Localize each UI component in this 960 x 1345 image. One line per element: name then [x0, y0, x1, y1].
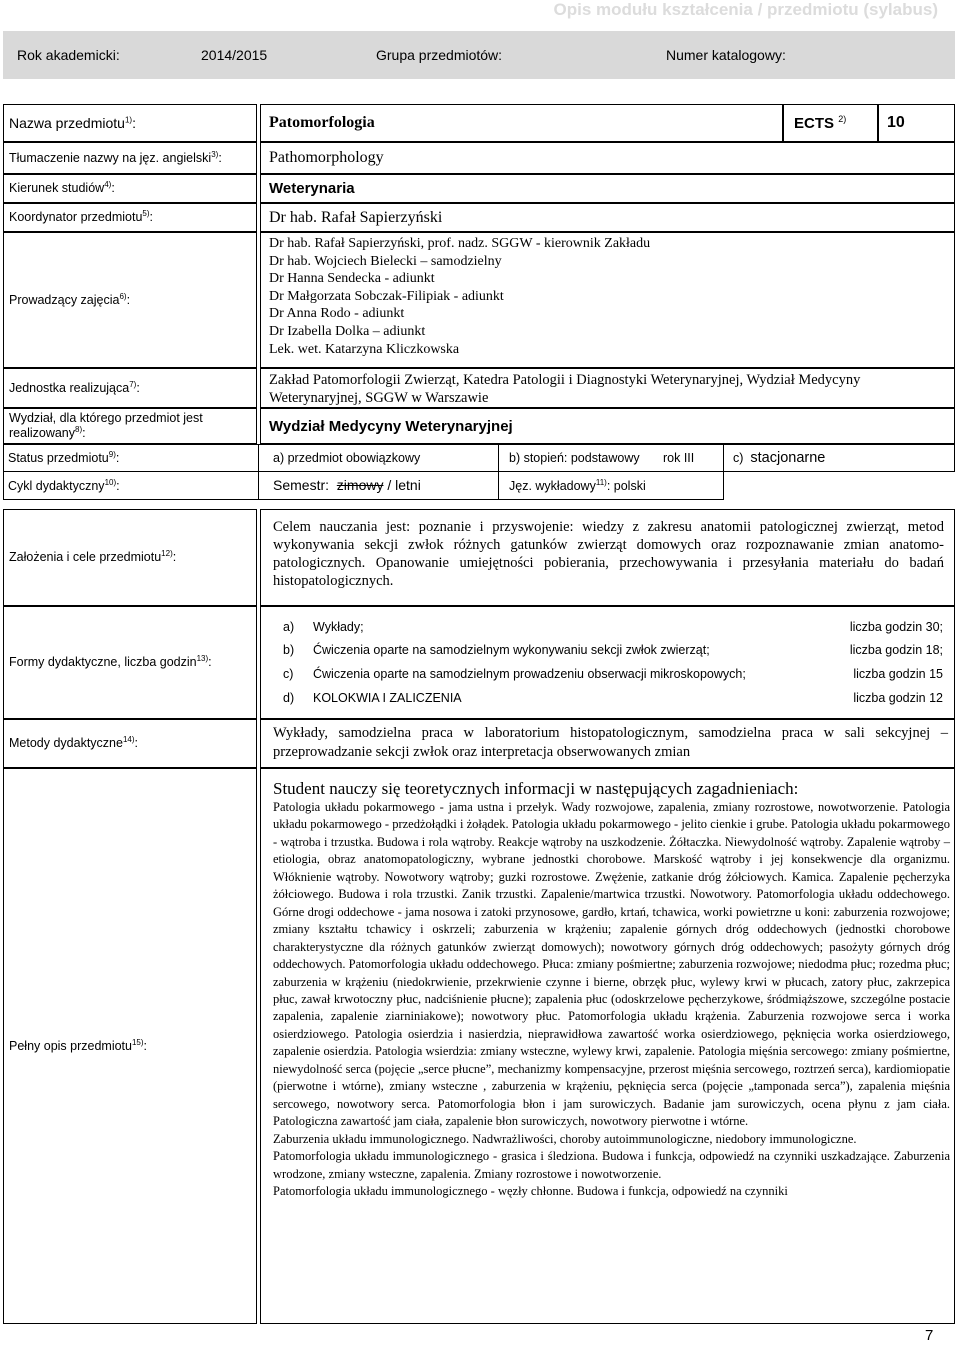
teacher-line: Dr Hanna Sendecka - adiunkt — [269, 271, 435, 287]
form-item: a) Wykłady; liczba godzin 30; — [283, 620, 943, 634]
group-label: Grupa przedmiotów: — [376, 47, 503, 63]
translation-value-cell — [260, 142, 955, 174]
status-label: Status przedmiotu$^{9)}$: — [8, 449, 120, 465]
year-value: 2014/2015 — [201, 47, 268, 63]
methods-text: Wykłady, samodzielna praca w laboratorium histopatologicznym, samodzielna praca w sali sekcyjnej – przeprowadzanie sekcji zwłok oraz interpretacja obserwowanych zmian — [273, 725, 948, 760]
course-name-value: Patomorfologia — [269, 114, 375, 131]
description-heading: Student nauczy się teoretycznych informacji w następujących zagadnieniach: — [273, 779, 799, 798]
page-number: 7 — [925, 1327, 934, 1344]
forms-label-cell — [3, 606, 257, 719]
ects-label: ECTS $^{2)}$ — [794, 114, 847, 132]
description-label-cell — [3, 768, 257, 1324]
ects-value: 10 — [887, 114, 905, 131]
field-value: Weterynaria — [269, 180, 355, 197]
form-item: d) KOLOKWIA I ZALICZENIA liczba godzin 12 — [283, 691, 943, 705]
ects-label-cell — [783, 104, 878, 142]
form-item: b) Ćwiczenia oparte na samodzielnym wykonywaniu sekcji zwłok zwierząt; liczba godzin 18; — [283, 643, 943, 657]
unit-value: Zakład Patomorfologii Zwierząt, Katedra Patologii i Diagnostyki Weterynaryjnej, Wydział Medycyny Weterynaryjnej, SGGW w Warszawie — [269, 372, 861, 406]
coordinator-value: Dr hab. Rafał Sapierzyński — [269, 208, 443, 226]
description-paragraph: Patomorfologia układu immunologicznego - grasica i śledziona. Budowa i funkcja, odpowiedź na czynniki uszkadzające. Zaburzenia wrodzone, zmiany wsteczne, zapalenia. Zmiany rozrostowe i nowotworzenie. — [273, 1149, 950, 1181]
cycle-semester: Semestr: zimowy / letni — [273, 477, 421, 493]
cycle-winter: zimowy — [336, 477, 384, 493]
translation-label-cell — [3, 142, 257, 174]
unit-value-cell — [260, 368, 955, 408]
divider — [258, 444, 259, 472]
year-label: Rok akademicki: — [17, 47, 120, 63]
divider — [723, 444, 724, 472]
divider — [498, 444, 499, 472]
faculty-value-cell — [260, 408, 955, 444]
teacher-line: Dr Małgorzata Sobczak-Filipiak - adiunkt — [269, 288, 504, 304]
form-item: c) Ćwiczenia oparte na samodzielnym prowadzeniu obserwacji mikroskopowych; liczba godzin 15 — [283, 667, 943, 681]
translation-label: Tłumaczenie nazwy na jęz. angielski$^{3)}$: — [9, 149, 222, 165]
methods-label-cell — [3, 719, 257, 768]
course-name-label-cell — [3, 104, 257, 142]
forms-label: Formy dydaktyczne, liczba godzin$^{13)}$: — [9, 653, 212, 669]
status-b-year: rok III — [663, 451, 695, 465]
goals-value-cell — [260, 509, 955, 606]
cycle-label: Cykl dydaktyczny$^{10)}$: — [8, 477, 120, 493]
divider — [258, 472, 259, 500]
teacher-line: Dr hab. Wojciech Bielecki – samodzielny — [269, 253, 502, 269]
faculty-label-cell — [3, 408, 257, 444]
goals-text: Celem nauczania jest: poznanie i przyswojenie: wiedzy z zakresu anatomii patologicznej zwierząt, metod wykonywania sekcji zwłok różnych gatunków zwierząt domowych oraz rozpoznawanie zmian anatomo-patologicznych. Opanowanie umiejętności pobierania, przechowywania i przesyłania materiału do badań histopatologicznych. — [273, 519, 944, 589]
field-label-cell — [3, 174, 257, 203]
catalog-bar — [3, 31, 955, 79]
catalog-label: Numer katalogowy: — [666, 47, 786, 63]
description-paragraph: Patomorfologia układu immunologicznego - węzły chłonne. Budowa i funkcja, odpowiedź na czynniki — [273, 1183, 788, 1198]
unit-label-cell — [3, 368, 257, 408]
methods-value-cell — [260, 719, 955, 768]
description-label: Pełny opis przedmiotu$^{15)}$: — [9, 1037, 148, 1053]
teacher-line: Dr Anna Rodo - adiunkt — [269, 306, 405, 322]
teacher-line: Lek. wet. Katarzyna Kliczkowska — [269, 341, 460, 357]
methods-label: Metody dydaktyczne$^{14)}$: — [9, 734, 138, 750]
field-value-cell — [260, 174, 955, 203]
divider — [498, 472, 499, 500]
faculty-label: Wydział, dla którego przedmiot jest realizowany$^{8)}$: — [9, 411, 203, 440]
goals-label-cell — [3, 509, 257, 606]
status-b: b) stopień: podstawowy — [509, 451, 640, 465]
status-a: a) przedmiot obowiązkowy — [273, 451, 421, 465]
coordinator-label: Koordynator przedmiotu$^{5)}$: — [9, 208, 154, 224]
faculty-value: Wydział Medycyny Weterynaryjnej — [269, 417, 513, 435]
course-name-label: Nazwa przedmiotu$^{1)}$: — [9, 114, 136, 131]
teacher-line: Dr Izabella Dolka – adiunkt — [269, 323, 426, 339]
ects-value-cell — [878, 104, 955, 142]
unit-label: Jednostka realizująca$^{7)}$: — [9, 379, 140, 395]
description-paragraph: Patologia układu pokarmowego - jama ustna i przełyk. Wady rozwojowe, zapalenia, zmiany rozrostowe, nowotworzenie. Patologia układu pokarmowego - przedżołądki i żołądek. Patologia układu pokarmowego - jelito cienkie i grube. Patologia układu pokarmowego - wątroba i trzustka. Budowa i rola wątroby. Reakcje wątroby na uszkodzenie. Żółtaczka. Niewydolność wątroby. Zapalenie wątroby – etiologia, obraz anatomopatologiczny, wybrane jednostki chorobowe. Marskość wątroby i jej konsekwencje dla organizmu. Włóknienie wątroby. Nowotwory wątroby; guzki rozrostowe. Zwężenie, zatkanie dróg żółciowych. Kamica. Zapalenie pęcherzyka żółciowego. Budowa i rola trzustki. Zanik trzustki. Zapalenie/martwica trzustki. Nowotwory. Patomorfologia układu oddechowego. Górne drogi oddechowe - jama nosowa i zatoki przynosowe, gardło, krtań, tchawica, worki powietrzne u koni: zaburzenia rozwojowe; zmiany kształtu tchawicy i oskrzeli; zaburzenia w krążeniu; zapalenie górnych dróg oddechowych (jednostki chorobowe charakterystyczne dla różnych gatunków zwierząt domowych); nowotwory górnych dróg oddechowych; pasożyty górnych dróg oddechowych. Patomorfologia układu oddechowego. Płuca: zmiany pośmiertne; zaburzenia rozwojowe; niedodma płuc; rozedma płuc; zaburzenia w krążeniu (niedokrwienie, przekrwienie czynne i bierne, obrzęk płuc, wylewy krwi w płucach, zatory płuc, zakrzepica płuc, zawał krwotoczny płuc, nadciśnienie płucne); zapalenia płuc (odoskrzelowe pęcherzykowe, śródmiąższowe, szczególne postacie zapalenia, zapalenie ziarniniakowe); nowotwory płuc. Patomorfologia układu krążenia. Zaburzenia rozwojowe serca i worka osierdziowego. Patologia osierdzia i nasierdzia, nieprawidłowa zawartość worka osierdziowego, pęknięcia worka osierdziowego, zapalenie osierdzia. Patologia wsierdzia: zmiany wsteczne, wylewy krwi, zapalenie. Patologia mięśnia sercowego: zmiany pośmiertne, niewydolność serca (pojęcie „serce płucne”, mechanizmy kompensacyjne, przerost mięśnia sercowego, roztrzeń serca), kardiomiopatie (pierwotne i wtórne), zmiany wsteczne , zaburzenia w krążeniu, pęknięcia serca (pojęcie „tamponada serca”), zapalenia mięśnia sercowego, nowotwory serca. Patomorfologia błon i jam surowiczych. Badanie jam surowiczych, ocena płynu z jam ciała. Patologiczna zawartość jam ciała, zapalenie błon surowiczych, nowotwory pierwotne i wtórne. — [273, 800, 950, 1129]
teacher-line: Dr hab. Rafał Sapierzyński, prof. nadz. SGGW - kierownik Zakładu — [269, 236, 651, 251]
document-title: Opis modułu kształcenia / przedmiotu (sylabus) — [553, 0, 938, 19]
status-c: c) stacjonarne — [733, 450, 826, 466]
teachers-value-cell — [260, 232, 955, 368]
goals-label: Założenia i cele przedmiotu$^{12)}$: — [9, 548, 177, 564]
description-value-cell — [260, 768, 955, 1324]
language: Jęz. wykładowy$^{11)}$: polski — [509, 477, 646, 493]
coordinator-value-cell — [260, 203, 955, 232]
description-paragraph: Zaburzenia układu immunologicznego. Nadwrażliwości, choroby autoimmunologiczne, niedobory immunologiczne. — [273, 1131, 857, 1146]
field-label: Kierunek studiów$^{4)}$: — [9, 179, 115, 195]
translation-value: Pathomorphology — [269, 149, 384, 166]
course-name-value-cell — [260, 104, 783, 142]
coordinator-label-cell — [3, 203, 257, 232]
teachers-label: Prowadzący zajęcia$^{6)}$: — [9, 291, 131, 307]
description-body — [273, 799, 950, 1200]
teachers-label-cell — [3, 232, 257, 368]
